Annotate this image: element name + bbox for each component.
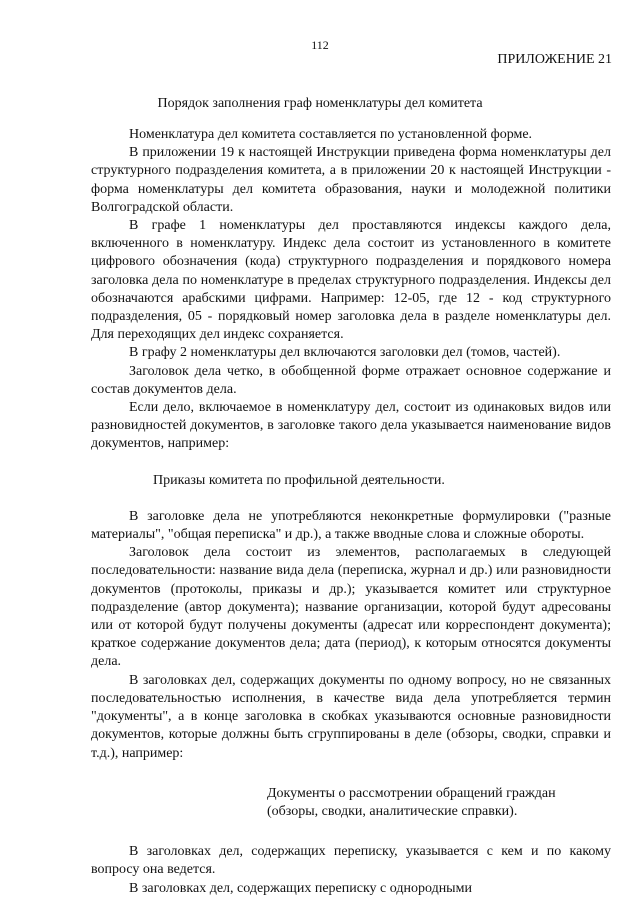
paragraph: В заголовках дел, содержащих переписку, указывается с кем и по какому вопросу она ведется. <box>91 844 611 878</box>
paragraph: Номенклатура дел комитета составляется по установленной форме. <box>129 127 533 142</box>
example-title-2-line-2: (обзоры, сводки, аналитические справки). <box>267 803 518 819</box>
paragraph: В заголовке дела не употребляются неконкретные формулировки ("разные материалы", "общая переписка" и др.), а также вводные слова и сложные обороты. <box>91 508 611 543</box>
page-number: 112 <box>311 38 329 52</box>
example-title-1: Приказы комитета по профильной деятельности. <box>153 472 445 488</box>
paragraph: В графу 2 номенклатуры дел включаются заголовки дел (томов, частей). <box>129 345 561 361</box>
example-title-2 <box>267 785 611 821</box>
document-title: Порядок заполнения граф номенклатуры дел комитета <box>157 96 483 111</box>
paragraph: Заголовок дела состоит из элементов, располагаемых в следующей последовательности: название вида дела (переписка, журнал и др.) или разновидности документов (протоколы, приказы и др.); указывается комитет или структурное подразделение (автор документа); название организации, которой будут адресованы или от которой будут получены документы (адресат или корреспондент документа); краткое содержание документов дела; дата (период), к которым относятся документы дела. <box>91 545 611 670</box>
paragraph: В графе 1 номенклатуры дел проставляются индексы каждого дела, включенного в номенклатуру. Индекс дела состоит из установленного в комитете цифрового обозначения (кода) структурного подразделения и порядкового номера заголовка дела по номенклатуре в пределах структурного подразделения. Индексы дел обозначаются арабскими цифрами. Например: 12-05, где 12 - код структурного подразделения, 05 - порядковый номер заголовка дела в разделе номенклатуры дел. Для переходящих дел индекс сохраняется. <box>91 218 611 343</box>
document-body <box>91 126 611 898</box>
example-title-2-line-1: Документы о рассмотрении обращений граждан <box>267 785 556 801</box>
paragraph: Если дело, включаемое в номенклатуру дел, состоит из одинаковых видов или разновидностей документов, в заголовке такого дела указывается наименование видов документов, например: <box>91 400 611 452</box>
paragraph: В заголовках дел, содержащих переписку с однородными <box>129 880 472 896</box>
paragraph: В заголовках дел, содержащих документы по одному вопросу, но не связанных последовательностью исполнения, в качестве вида дела употребляется термин "документы", а в конце заголовка в скобках указываются основные разновидности документов, которые должны быть сгруппированы в деле (обзоры, сводки, справки и т.д.), например: <box>91 672 611 761</box>
appendix-label: ПРИЛОЖЕНИЕ 21 <box>497 52 612 67</box>
paragraph: В приложении 19 к настоящей Инструкции приведена форма номенклатуры дел структурного подразделения комитета, а в приложении 20 к настоящей Инструкции - форма номенклатуры дел комитета образования, науки и молодежной политики Волгоградской области. <box>91 145 611 215</box>
paragraph: Заголовок дела четко, в обобщенной форме отражает основное содержание и состав документов дела. <box>91 363 611 397</box>
